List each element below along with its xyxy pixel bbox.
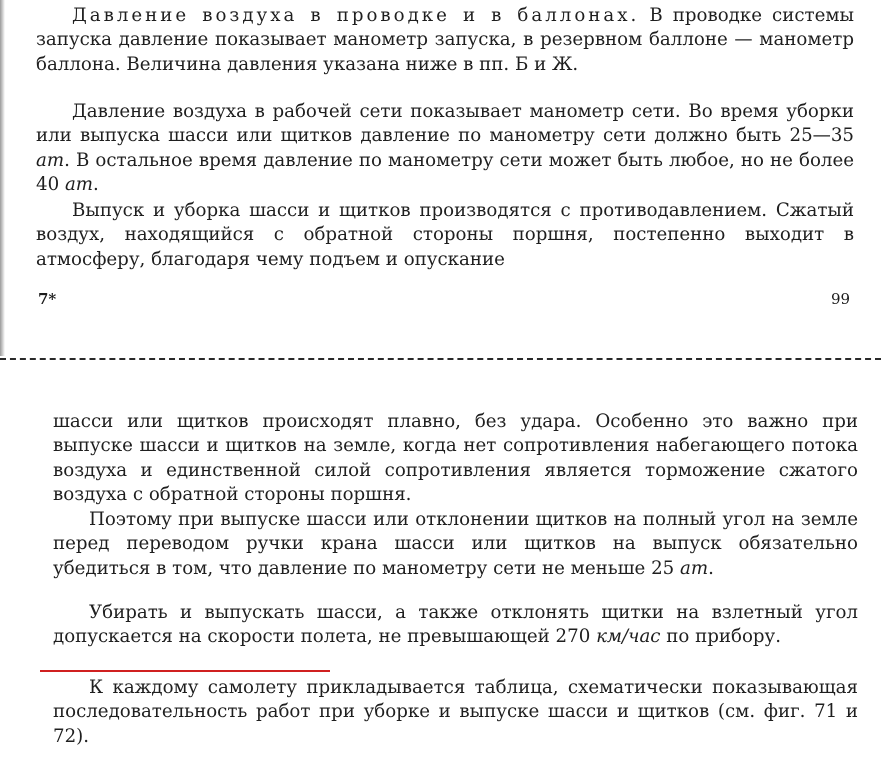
paragraph-counter-pressure: Выпуск и уборка шасси и щитков производятся с противодавлением. Сжатый воздух, находящийся с обратной стороны поршня, постепенно выходит в атмосферу, благодаря чему подъем и опускание — [36, 200, 854, 270]
paragraph-speed-limit — [53, 601, 858, 650]
paragraph-network-pressure — [36, 100, 854, 197]
scan-edge-shadow — [0, 0, 5, 356]
paragraph-text: В проводке системы запуска давление показывает манометр запуска, в резервном баллоне — манометр баллона. Величина давления указана ниже в пп. Б и Ж. — [36, 5, 854, 75]
paragraph-text: . — [708, 557, 714, 579]
paragraph-text: Поэтому при выпуске шасси или отклонении щитков на полный угол на земле перед переводом ручки крана шасси или щитков на выпуск обязательно убедиться в том, что давление по манометру сети не меньше 25 — [53, 509, 858, 579]
page-number: 99 — [831, 290, 851, 308]
red-underline-annotation — [40, 670, 330, 672]
paragraph-text: Давление воздуха в рабочей сети показывает манометр сети. Во время уборки или выпуска шасси или щитков давление по манометру сети должно быть 25—35 — [36, 101, 854, 147]
unit-label: км/час — [596, 626, 661, 648]
unit-label: ат — [36, 149, 65, 171]
unit-label: ат — [680, 557, 709, 579]
top-page — [0, 0, 881, 356]
paragraph-lead-heading: Давление воздуха в проводке и в баллонах. — [72, 5, 640, 26]
paragraph-text: по прибору. — [660, 626, 782, 648]
paragraph-ground-check — [53, 508, 858, 581]
paragraph-smooth-motion: шасси или щитков происходят плавно, без удара. Особенно это важно при выпуске шасси и щитков на земле, когда нет сопротивления набегающего потока воздуха и единственной силой сопротивления является торможение сжатого воздуха с обратной стороны поршня. — [53, 411, 858, 505]
unit-label: ат — [64, 173, 94, 195]
bottom-page — [0, 366, 881, 763]
paragraph-text: . — [93, 173, 99, 195]
paragraph-table-reference: К каждому самолету прикладывается таблица, схематически показывающая последовательность работ при уборке и выпуске шасси и щитков (см. фиг. 71 и 72). — [53, 677, 858, 747]
signature-mark: 7* — [38, 290, 57, 308]
paragraph-text: Убирать и выпускать шасси, а также отклонять щитки на взлетный угол допускается на скорости полета, не превышающей 270 — [53, 602, 858, 648]
paragraph-air-pressure-lines — [36, 4, 854, 77]
paragraph-text: . В остальное время давление по манометру сети может быть любое, но не более 40 — [36, 149, 854, 195]
page-separator — [0, 358, 881, 360]
